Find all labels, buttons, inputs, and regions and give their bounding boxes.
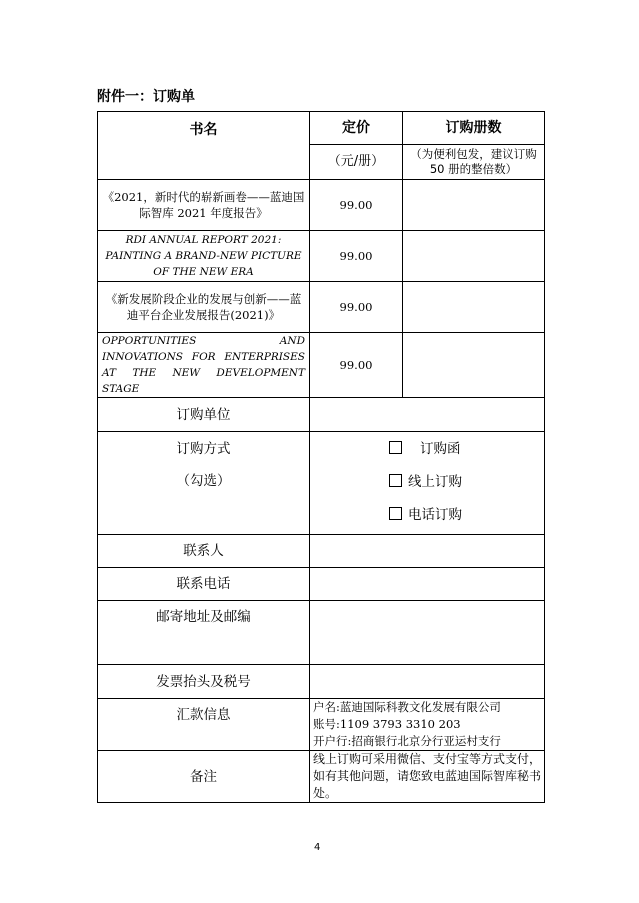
bank-name: 开户行:招商银行北京分行亚运村支行: [313, 734, 501, 748]
book-title: 《新发展阶段企业的发展与创新——蓝迪平台企业发展报告(2021)》: [98, 282, 310, 333]
checkbox-icon[interactable]: [389, 474, 402, 487]
invoice-label: 发票抬头及税号: [98, 665, 310, 699]
address-field[interactable]: [310, 601, 545, 665]
order-unit-field[interactable]: [310, 398, 545, 432]
price-header: 定价: [310, 112, 403, 145]
page-number: 4: [314, 842, 321, 853]
book-title: RDI ANNUAL REPORT 2021: PAINTING A BRAND-NEW PICTURE OF THE NEW ERA: [98, 231, 310, 282]
order-method-cell: [98, 432, 310, 535]
order-method-options: [310, 432, 545, 535]
page-heading: 附件一：订购单: [97, 89, 195, 105]
table-row: [98, 231, 545, 282]
order-method-hint: （勾选）: [176, 473, 231, 489]
quantity-cell[interactable]: [403, 180, 545, 231]
quantity-cell[interactable]: [403, 282, 545, 333]
checkbox-icon[interactable]: [389, 507, 402, 520]
option-letter[interactable]: 订购函: [310, 433, 544, 466]
option-online[interactable]: 线上订购: [310, 466, 544, 499]
table-row: [98, 180, 545, 231]
remarks-text: 线上订购可采用微信、支付宝等方式支付，如有其他问题，请您致电蓝迪国际智库秘书处。: [310, 751, 545, 803]
table-row: [98, 333, 545, 398]
phone-field[interactable]: [310, 568, 545, 601]
remittance-info: [310, 699, 545, 751]
option-phone[interactable]: 电话订购: [310, 499, 544, 532]
book-price: 99.00: [310, 180, 403, 231]
contact-label: 联系人: [98, 535, 310, 568]
book-price: 99.00: [310, 282, 403, 333]
book-title: OPPORTUNITIES AND INNOVATIONS FOR ENTERPRISES AT THE NEW DEVELOPMENT STAGE: [98, 333, 310, 398]
table-row: [98, 282, 545, 333]
order-method-label: 订购方式: [176, 441, 231, 457]
quantity-cell[interactable]: [403, 231, 545, 282]
order-unit-label: 订购单位: [98, 398, 310, 432]
quantity-note: （为便利包发，建议订购 50 册的整倍数）: [403, 145, 545, 180]
account-number: 账号:1109 3793 3310 203: [313, 717, 461, 731]
book-name-header: 书名: [98, 112, 310, 180]
book-price: 99.00: [310, 231, 403, 282]
address-label: 邮寄地址及邮编: [98, 601, 310, 665]
quantity-header: 订购册数: [403, 112, 545, 145]
remittance-label: 汇款信息: [98, 699, 310, 751]
invoice-field[interactable]: [310, 665, 545, 699]
price-unit: （元/册）: [310, 145, 403, 180]
book-title: 《2021，新时代的崭新画卷——蓝迪国际智库 2021 年度报告》: [98, 180, 310, 231]
account-name: 户名:蓝迪国际科教文化发展有限公司: [313, 700, 501, 714]
phone-label: 联系电话: [98, 568, 310, 601]
book-price: 99.00: [310, 333, 403, 398]
contact-field[interactable]: [310, 535, 545, 568]
remarks-label: 备注: [98, 751, 310, 803]
checkbox-icon[interactable]: [389, 441, 402, 454]
quantity-cell[interactable]: [403, 333, 545, 398]
order-form-table: [97, 111, 545, 803]
